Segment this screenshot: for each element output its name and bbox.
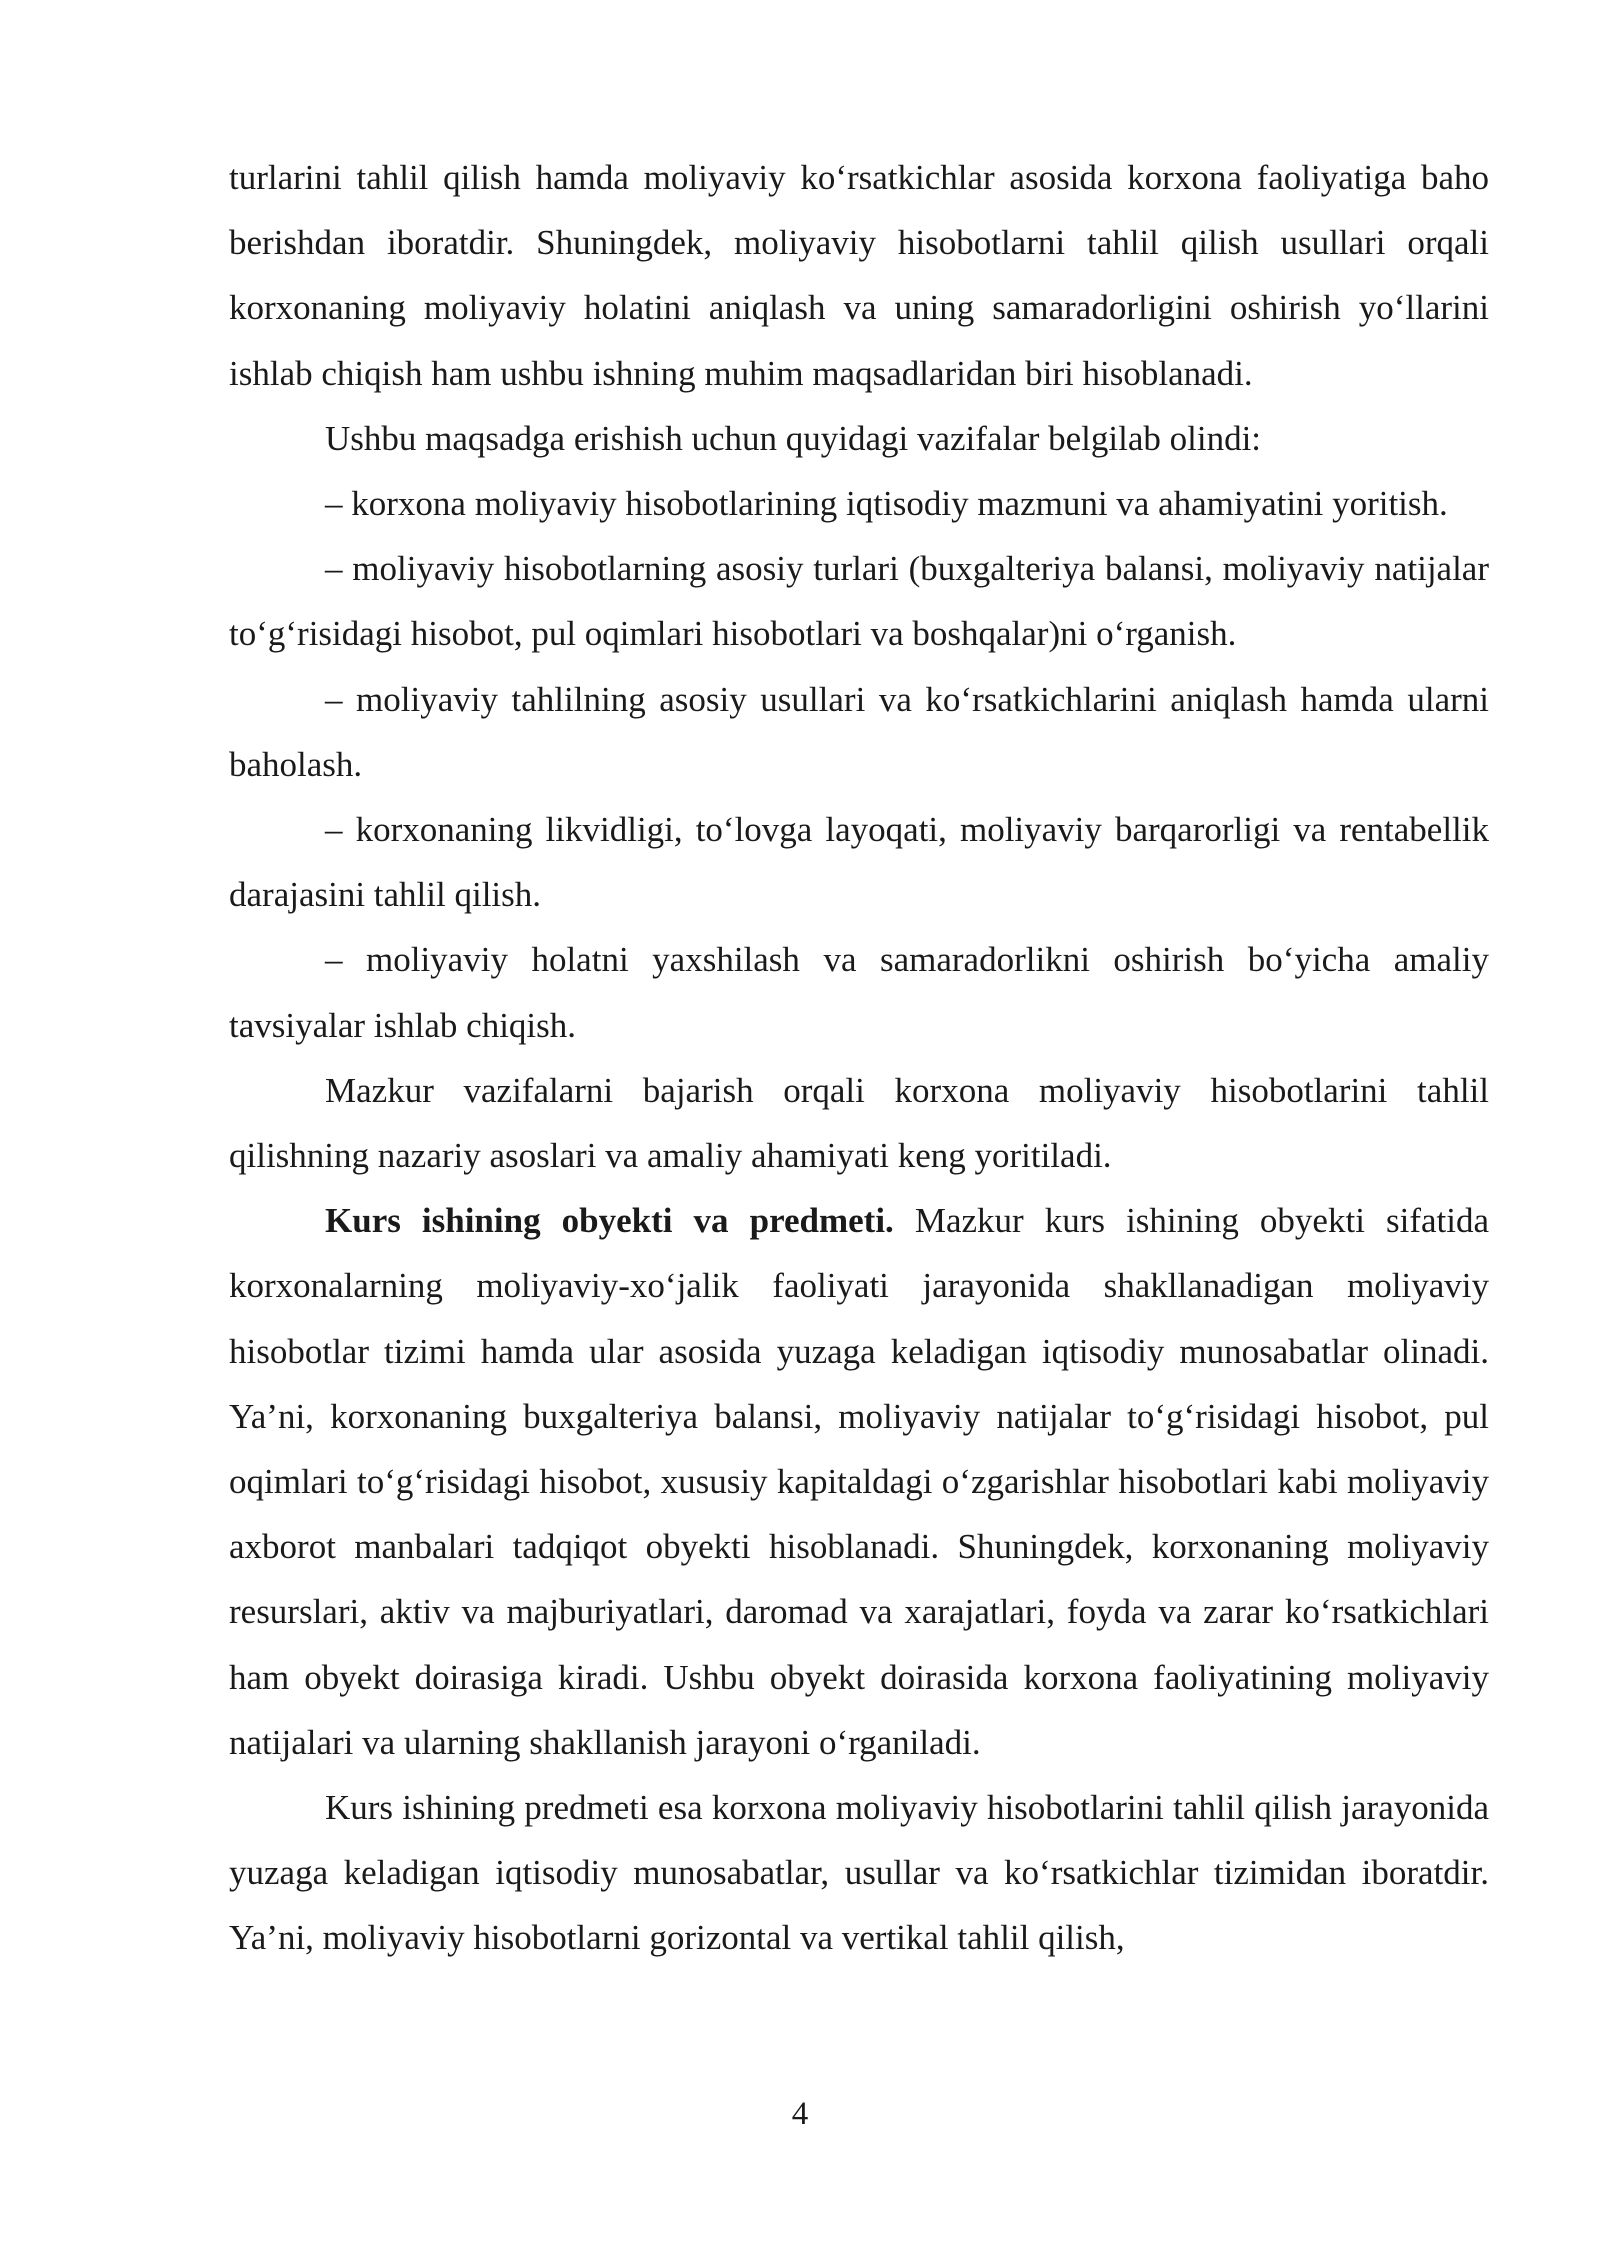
task-item-3: – moliyaviy tahlilning asosiy usullari va ko‘rsatkichlarini aniqlash hamda ularni baholash. xyxy=(229,679,1489,784)
task-item-1: – korxona moliyaviy hisobotlarining iqtisodiy mazmuni va ahamiyatini yoritish. xyxy=(325,484,1448,524)
tasks-intro-paragraph: Ushbu maqsadga erishish uchun quyidagi vazifalar belgilab olindi: xyxy=(325,418,1262,458)
document-page xyxy=(229,145,1489,1971)
task-item-4: – korxonaning likvidligi, to‘lovga layoqati, moliyaviy barqarorligi va rentabellik darajasini tahlil qilish. xyxy=(229,810,1489,915)
object-subject-body: Mazkur kurs ishining obyekti sifatida korxonalarning moliyaviy-xo‘jalik faoliyati jarayonida shakllanadigan moliyaviy hisobotlar tizimi hamda ular asosida yuzaga keladigan iqtisodiy munosabatlar olinadi. Ya’ni, korxonaning buxgalteriya balansi, moliyaviy natijalar to‘g‘risidagi hisobot, pul oqimlari to‘g‘risidagi hisobot, xususiy kapitaldagi o‘zgarishlar hisobotlari kabi moliyaviy axborot manbalari tadqiqot obyekti hisoblanadi. Shuningdek, korxonaning moliyaviy resurslari, aktiv va majburiyatlari, daromad va xarajatlari, foyda va zarar ko‘rsatkichlari ham obyekt doirasiga kiradi. Ushbu obyekt doirasida korxona faoliyatining moliyaviy natijalari va ularning shakllanish jarayoni o‘rganiladi. xyxy=(229,1201,1489,1762)
task-item-2: – moliyaviy hisobotlarning asosiy turlari (buxgalteriya balansi, moliyaviy natijalar to‘g‘risidagi hisobot, pul oqimlari hisobotlari va boshqalar)ni o‘rganish. xyxy=(229,549,1489,654)
intro-paragraph: turlarini tahlil qilish hamda moliyaviy ko‘rsatkichlar asosida korxona faoliyatiga baho berishdan iboratdir. Shuningdek, moliyaviy hisobotlarni tahlil qilish usullari orqali korxonaning moliyaviy holatini aniqlash va uning samaradorligini oshirish yo‘llarini ishlab chiqish ham ushbu ishning muhim maqsadlaridan biri hisoblanadi. xyxy=(229,158,1489,393)
object-subject-heading: Kurs ishining obyekti va predmeti. xyxy=(325,1201,894,1241)
object-subject-paragraph xyxy=(229,1188,1489,1775)
page-number: 4 xyxy=(791,2096,809,2132)
tasks-conclusion-paragraph: Mazkur vazifalarni bajarish orqali korxona moliyaviy hisobotlarini tahlil qilishning nazariy asoslari va amaliy ahamiyati keng yoritiladi. xyxy=(229,1070,1489,1176)
subject-paragraph: Kurs ishining predmeti esa korxona moliyaviy hisobotlarini tahlil qilish jarayonida yuzaga keladigan iqtisodiy munosabatlar, usullar va ko‘rsatkichlar tizimidan iboratdir. Ya’ni, moliyaviy hisobotlarni gorizontal va vertikal tahlil qilish, xyxy=(229,1788,1489,1958)
task-item-5: – moliyaviy holatni yaxshilash va samaradorlikni oshirish bo‘yicha amaliy tavsiyalar ishlab chiqish. xyxy=(229,940,1489,1045)
